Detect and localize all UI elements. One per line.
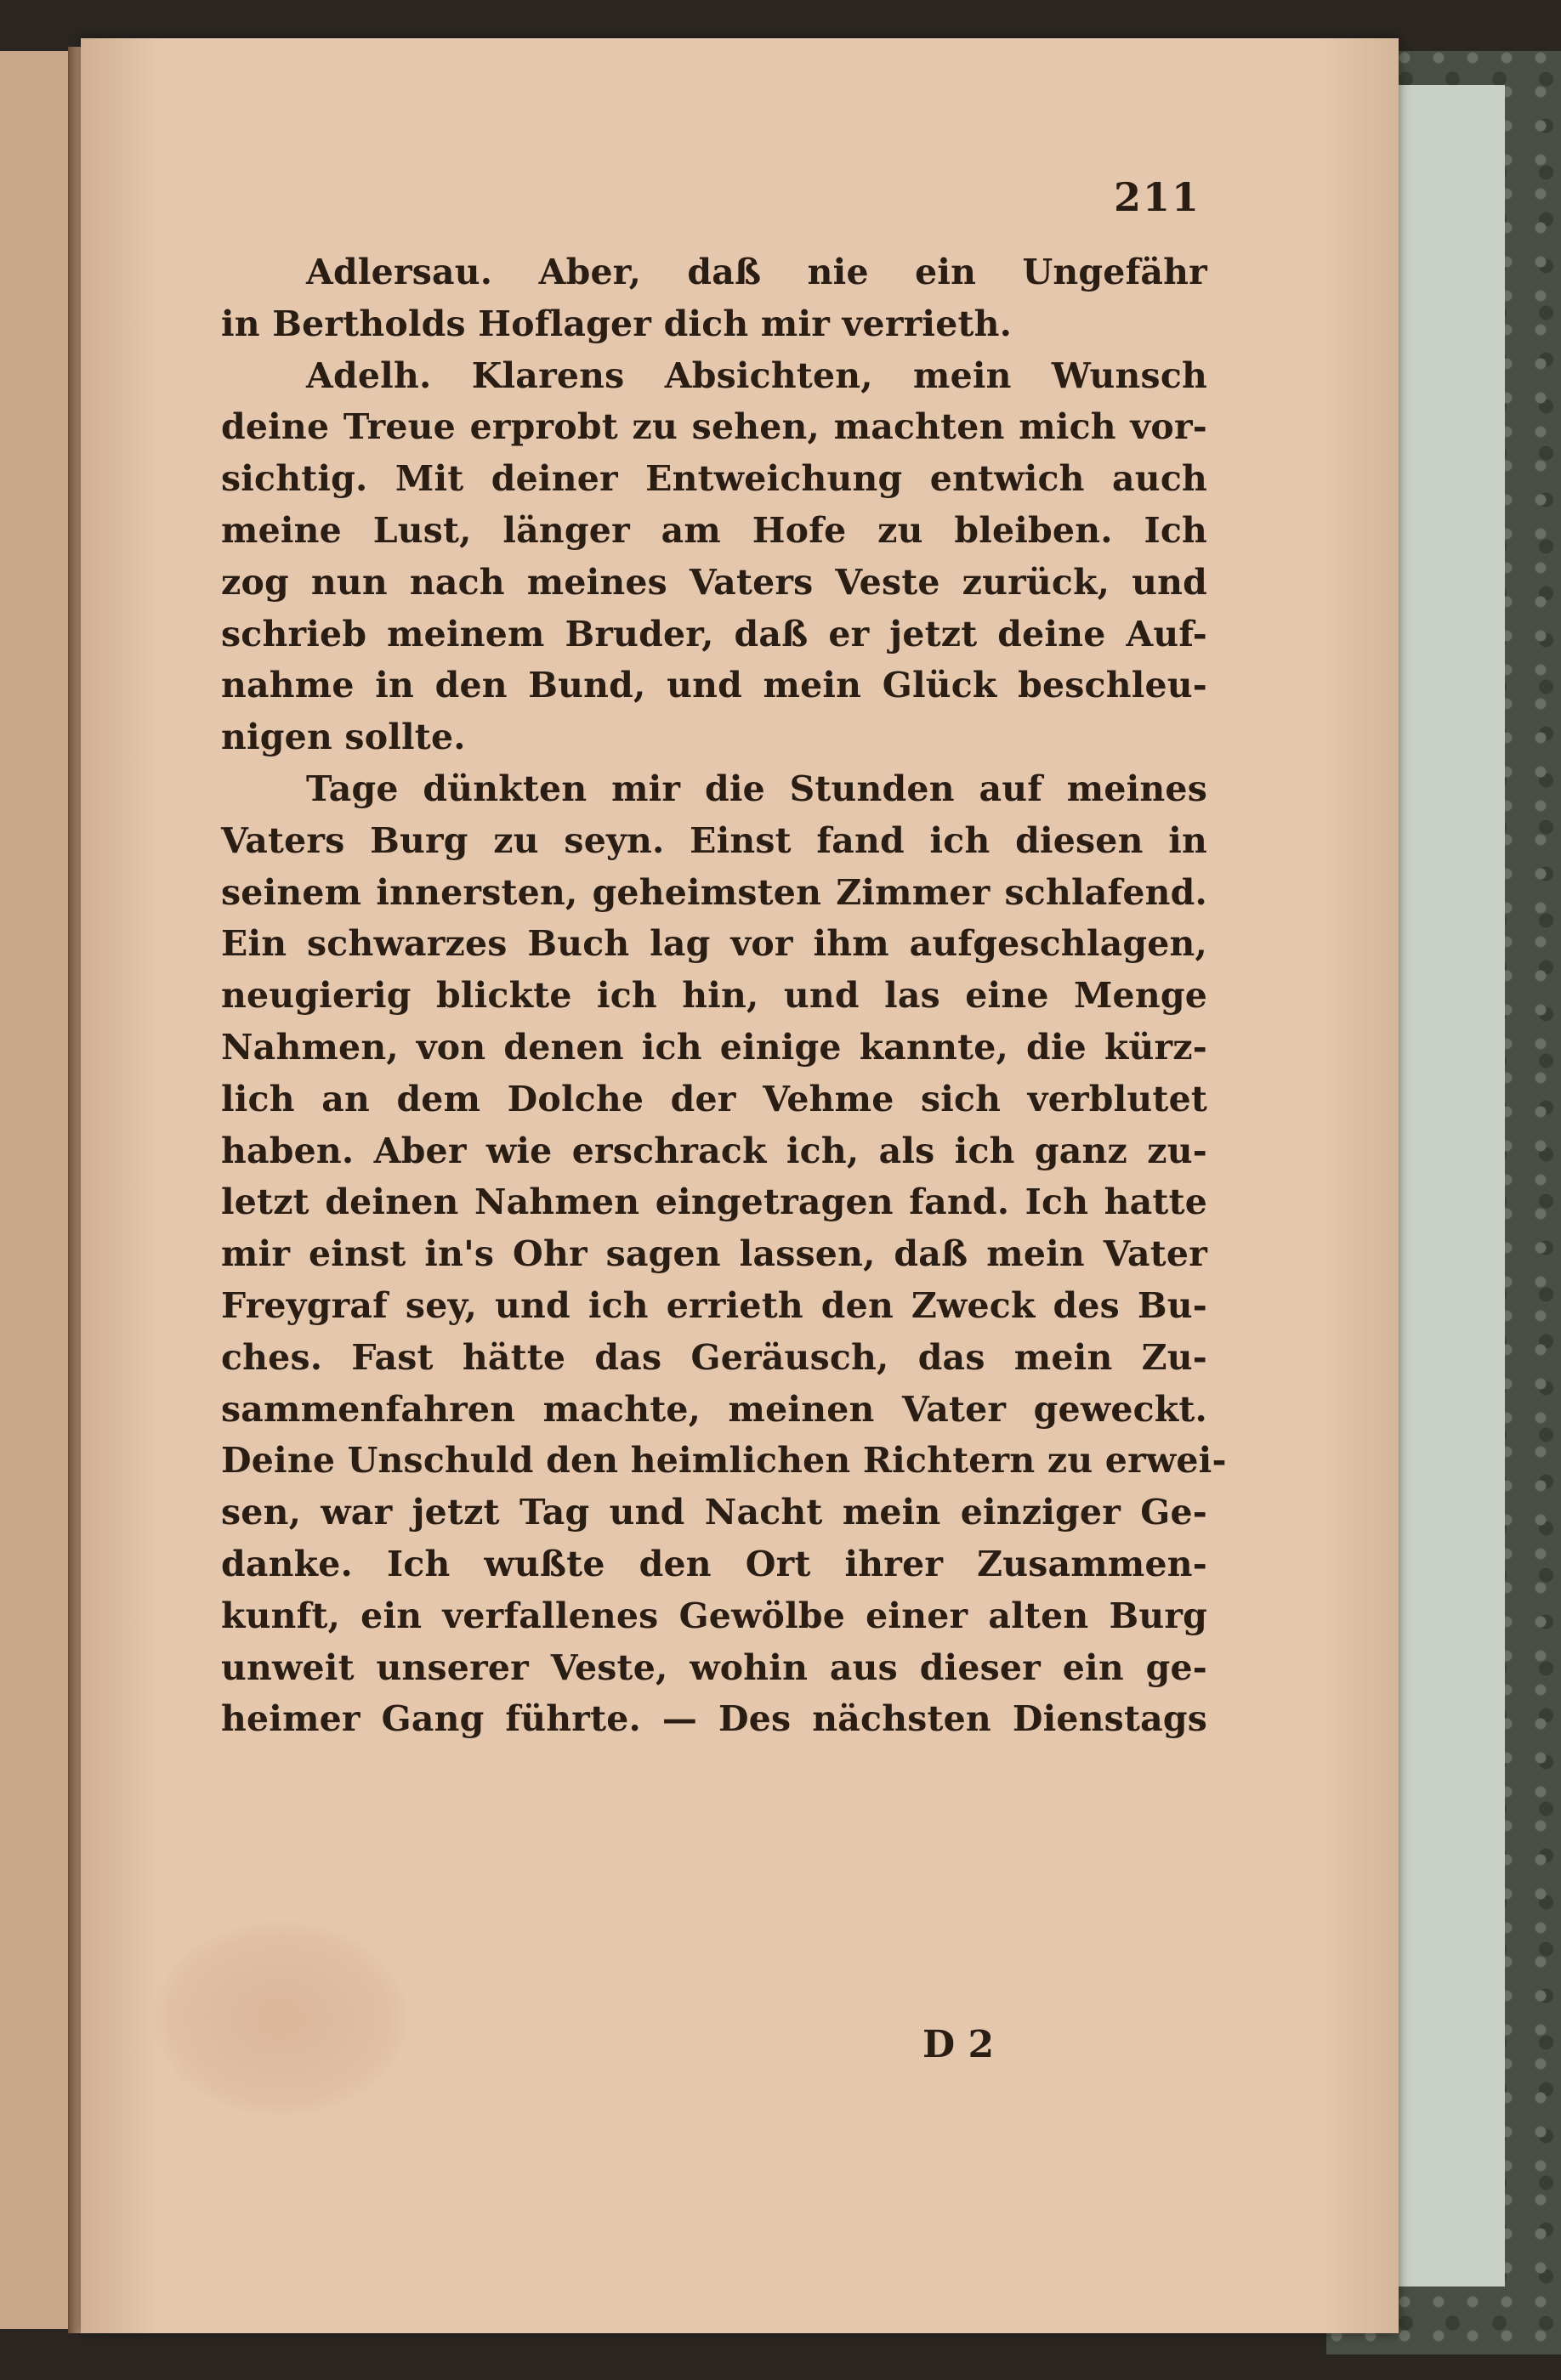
text-line: zog nun nach meines Vaters Veste zurück, und [221, 561, 1207, 603]
endpaper [1394, 85, 1505, 2286]
water-stain [153, 1921, 408, 2116]
text-line: Ein schwarzes Buch lag vor ihm aufgeschlagen, [221, 923, 1207, 965]
text-line: seinem innersten, geheimsten Zimmer schlafend. [221, 871, 1207, 913]
text-line: mir einst in's Ohr sagen lassen, daß mein Vater [221, 1233, 1207, 1275]
text-line: nigen sollte. [221, 717, 466, 758]
text-line: in Bertholds Hoflager dich mir verrieth. [221, 303, 1013, 344]
text-line: Freygraf sey, und ich errieth den Zweck des Bu- [221, 1284, 1207, 1326]
text-line: sichtig. Mit deiner Entweichung entwich auch [221, 458, 1207, 500]
text-line: letzt deinen Nahmen eingetragen fand. Ich hatte [221, 1182, 1207, 1223]
text-line: unweit unserer Veste, wohin aus dieser ein ge- [221, 1646, 1207, 1688]
text-line: Tage dünkten mir die Stunden auf meines [306, 768, 1207, 809]
text-line: neugierig blickte ich hin, und las eine Menge [221, 975, 1207, 1017]
signature-mark: D 2 [922, 2023, 995, 2066]
text-line: sen, war jetzt Tag und Nacht mein einziger Ge- [221, 1492, 1207, 1533]
text-line: lich an dem Dolche der Vehme sich verblutet [221, 1078, 1207, 1119]
text-line: meine Lust, länger am Hofe zu bleiben. Ich [221, 509, 1207, 551]
text-line: Vaters Burg zu seyn. Einst fand ich diesen in [221, 819, 1207, 861]
text-line: deine Treue erprobt zu sehen, machten mich vor- [221, 406, 1207, 448]
text-line: ches. Fast hätte das Geräusch, das mein Zu- [221, 1336, 1207, 1378]
text-line: haben. Aber wie erschrack ich, als ich ganz zu- [221, 1130, 1207, 1171]
text-line: sammenfahren machte, meinen Vater geweckt. [221, 1388, 1207, 1430]
text-line: Adelh. Klarens Absichten, mein Wunsch [306, 354, 1207, 396]
text-line: Adlersau. Aber, daß nie ein Ungefähr [306, 252, 1207, 292]
text-line: kunft, ein verfallenes Gewölbe einer alten Burg [221, 1595, 1207, 1636]
text-line: Nahmen, von denen ich einige kannte, die kürz- [221, 1026, 1207, 1068]
text-line: danke. Ich wußte den Ort ihrer Zusammen- [221, 1543, 1207, 1584]
page-number: 211 [1114, 174, 1201, 220]
text-line: Deine Unschuld den heimlichen Richtern zu erwei- [221, 1440, 1227, 1482]
text-line: nahme in den Bund, und mein Glück beschleu- [221, 665, 1207, 706]
text-line: schrieb meinem Bruder, daß er jetzt deine Auf- [221, 613, 1207, 654]
body-text [221, 246, 1227, 1745]
text-line: heimer Gang führte. — Des nächsten Dienstags [221, 1698, 1207, 1740]
